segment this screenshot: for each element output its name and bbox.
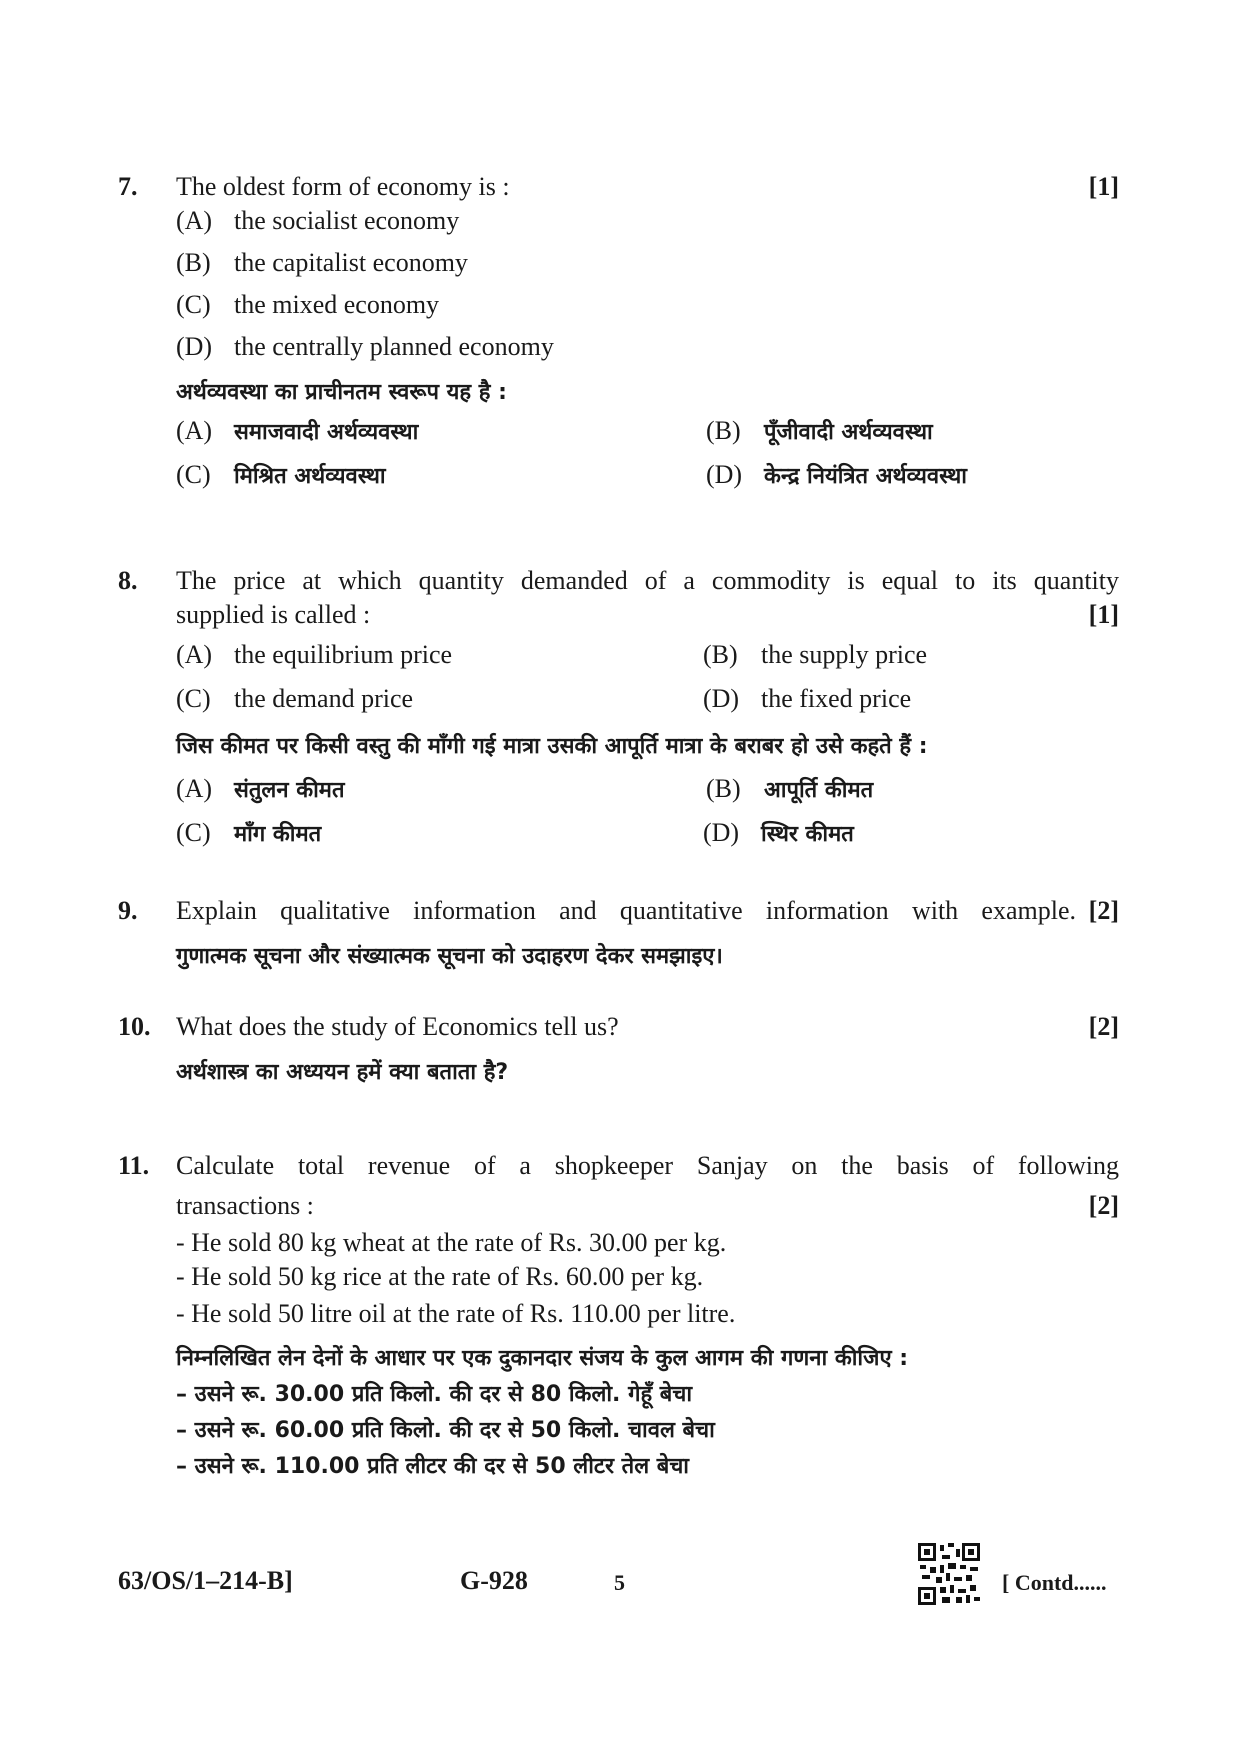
question-8-hindi-option-b <box>706 774 873 804</box>
question-10-marks: [2] <box>1088 1012 1119 1041</box>
question-11-item-1: - He sold 80 kg wheat at the rate of Rs. 30.00 per kg. <box>176 1228 727 1257</box>
question-11-text-line1: Calculate total revenue of a shopkeeper Sanjay on the basis of following <box>176 1151 1119 1180</box>
option-text: the equilibrium price <box>234 640 453 669</box>
question-10-number: 10. <box>118 1012 151 1041</box>
option-label: (A) <box>176 416 213 445</box>
question-8-option-c <box>176 684 413 714</box>
question-9-text: Explain qualitative information and quantitative information with example. <box>176 896 1076 925</box>
option-label: (A) <box>176 206 213 235</box>
page-number: 5 <box>614 1570 625 1595</box>
question-8-option-d <box>703 684 911 714</box>
option-text: स्थिर कीमत <box>761 822 854 847</box>
question-11-hindi-item-1: – उसने रू. 30.00 प्रति किलो. की दर से 80 किलो. गेहूँ बेचा <box>176 1382 693 1407</box>
option-text: माँग कीमत <box>234 822 322 847</box>
question-10-text: What does the study of Economics tell us? <box>176 1012 619 1041</box>
question-7-option-d <box>176 332 554 362</box>
question-8-hindi-option-c <box>176 818 321 848</box>
question-8-option-b <box>703 640 927 670</box>
question-11-hindi-item-2: – उसने रू. 60.00 प्रति किलो. की दर से 50 किलो. चावल बेचा <box>176 1418 715 1443</box>
option-text: the mixed economy <box>234 290 440 319</box>
question-7-marks: [1] <box>1088 172 1119 201</box>
question-11-marks: [2] <box>1088 1191 1119 1220</box>
question-11-text-line2: transactions : <box>176 1191 314 1220</box>
question-8-hindi-option-a <box>176 774 345 804</box>
option-label: (A) <box>176 774 213 803</box>
question-7-option-b <box>176 248 468 278</box>
question-11-number: 11. <box>118 1151 150 1180</box>
question-11-hindi-item-3: – उसने रू. 110.00 प्रति लीटर की दर से 50 लीटर तेल बेचा <box>176 1454 689 1479</box>
question-7-text: The oldest form of economy is : <box>176 172 510 201</box>
question-7-number: 7. <box>118 172 138 201</box>
question-11-item-2: - He sold 50 kg rice at the rate of Rs. 60.00 per kg. <box>176 1262 704 1291</box>
option-text: the fixed price <box>761 684 912 713</box>
option-text: the socialist economy <box>234 206 460 235</box>
option-label: (B) <box>706 774 741 803</box>
question-8-option-a <box>176 640 452 670</box>
option-text: आपूर्ति कीमत <box>764 778 874 803</box>
option-text: केन्द्र नियंत्रित अर्थव्यवस्था <box>764 464 968 489</box>
question-11-hindi-text: निम्नलिखित लेन देनों के आधार पर एक दुकानदार संजय के कुल आगम की गणना कीजिए : <box>176 1346 909 1371</box>
question-8-text-line2: supplied is called : <box>176 600 371 629</box>
option-label: (B) <box>706 416 741 445</box>
option-label: (C) <box>176 684 211 713</box>
option-text: the capitalist economy <box>234 248 468 277</box>
question-7-hindi-option-b <box>706 416 933 446</box>
option-label: (B) <box>176 248 211 277</box>
question-8-hindi-option-d <box>703 818 854 848</box>
option-text: पूँजीवादी अर्थव्यवस्था <box>764 420 933 445</box>
question-8-marks: [1] <box>1088 600 1119 629</box>
option-text: समाजवादी अर्थव्यवस्था <box>234 420 419 445</box>
option-label: (D) <box>703 818 740 847</box>
option-text: the supply price <box>761 640 928 669</box>
option-label: (A) <box>176 640 213 669</box>
option-text: संतुलन कीमत <box>234 778 345 803</box>
option-text: the demand price <box>234 684 414 713</box>
option-text: मिश्रित अर्थव्यवस्था <box>234 464 386 489</box>
question-8-hindi-text: जिस कीमत पर किसी वस्तु की माँगी गई मात्रा उसकी आपूर्ति मात्रा के बराबर हो उसे कहते हैं : <box>176 734 928 759</box>
qr-code-icon <box>918 1543 980 1605</box>
option-label: (C) <box>176 460 211 489</box>
question-9-marks: [2] <box>1088 896 1119 925</box>
question-8-number: 8. <box>118 566 138 595</box>
question-7-hindi-option-d <box>706 460 967 490</box>
option-label: (D) <box>706 460 743 489</box>
question-8-text-line1: The price at which quantity demanded of a commodity is equal to its quantity <box>176 566 1119 595</box>
question-7-hindi-option-c <box>176 460 386 490</box>
question-7-option-a <box>176 206 459 236</box>
continued-marker: [ Contd...... <box>1002 1570 1107 1595</box>
question-9-hindi-text: गुणात्मक सूचना और संख्यात्मक सूचना को उदाहरण देकर समझाइए। <box>176 944 723 969</box>
question-7-option-c <box>176 290 439 320</box>
option-text: the centrally planned economy <box>234 332 554 361</box>
option-label: (C) <box>176 290 211 319</box>
option-label: (B) <box>703 640 738 669</box>
question-11-item-3: - He sold 50 litre oil at the rate of Rs. 110.00 per litre. <box>176 1299 736 1328</box>
question-7-hindi-text: अर्थव्यवस्था का प्राचीनतम स्वरूप यह है : <box>176 380 507 405</box>
question-9-number: 9. <box>118 896 138 925</box>
option-label: (C) <box>176 818 211 847</box>
question-7-hindi-option-a <box>176 416 418 446</box>
option-label: (D) <box>703 684 740 713</box>
question-10-hindi-text: अर्थशास्त्र का अध्ययन हमें क्या बताता है? <box>176 1060 509 1085</box>
series-code: G-928 <box>460 1566 528 1595</box>
option-label: (D) <box>176 332 213 361</box>
paper-code: 63/OS/1–214-B] <box>118 1566 293 1595</box>
